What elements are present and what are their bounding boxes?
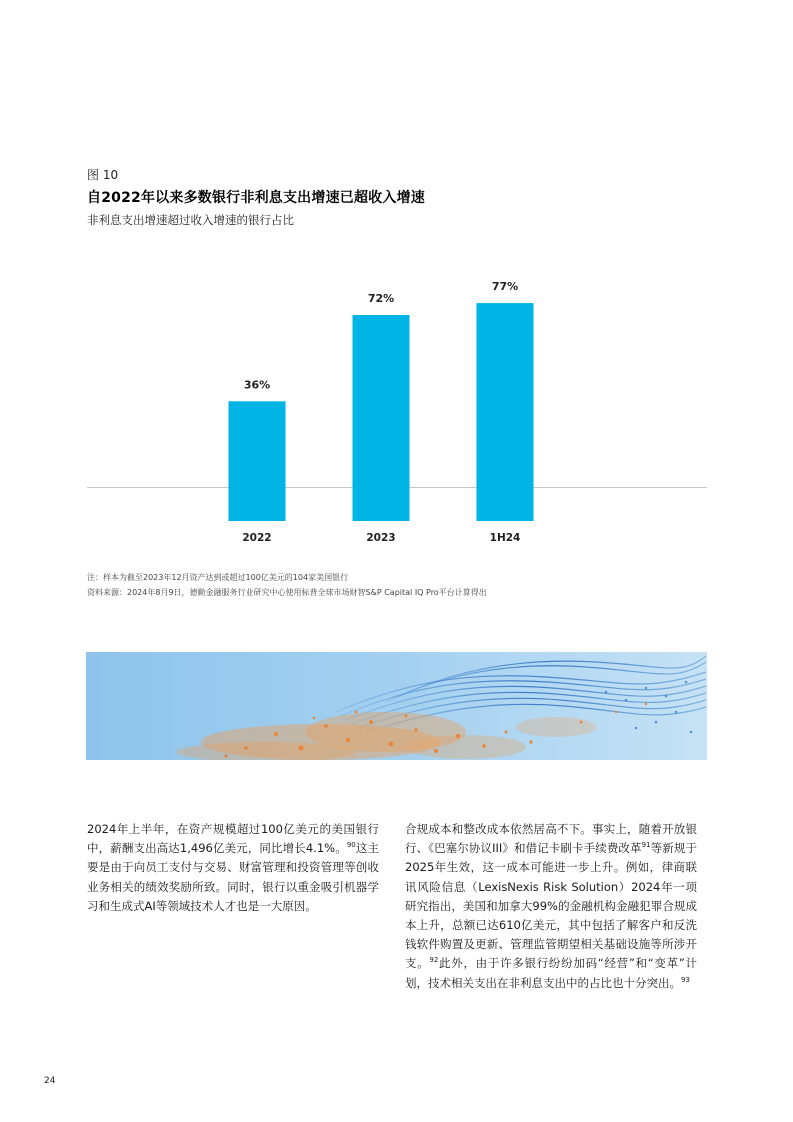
x-tick-label-2023: 2023 bbox=[366, 532, 396, 544]
paragraph-text: 合规成本和整改成本依然居高不下。事实上，随着开放银行、《巴塞尔协议III》和借记卡刷卡手续费改革 bbox=[405, 822, 697, 856]
paragraph-text: 2024年上半年，在资产规模超过100亿美元的美国银行中，薪酬支出高达1,496亿美元，同比增长4.1%。 bbox=[87, 822, 379, 856]
figure-notes bbox=[87, 570, 487, 600]
footnote-ref-92: 92 bbox=[429, 956, 439, 965]
x-tick-label-1h24: 1H24 bbox=[489, 532, 521, 544]
x-tick-label-2022: 2022 bbox=[242, 532, 272, 544]
footnote-ref-93: 93 bbox=[681, 975, 690, 984]
body-text-right-column bbox=[405, 820, 697, 993]
data-label-2022: 36% bbox=[243, 378, 271, 392]
footnote-ref-91: 91 bbox=[641, 841, 651, 850]
bar-chart bbox=[0, 0, 793, 560]
footnote-ref-90: 90 bbox=[346, 841, 356, 850]
figure-subtitle: 非利息支出增速超过收入增速的银行占比 bbox=[87, 213, 294, 227]
page-number: 24 bbox=[44, 1076, 56, 1086]
bar-1h24 bbox=[477, 303, 534, 521]
figure-note: 注：样本为截至2023年12月资产达到或超过100亿美元的104家美国银行 bbox=[87, 573, 349, 582]
paragraph-text: 等新规于2025年生效，这一成本可能进一步上升。例如，律商联讯风险信息（LexisNexis Risk Solution）2024年一项研究指出，美国和加拿大99%的金融机构金融犯罪合规成本上升，总额已达610亿美元，其中包括了解客户和反洗钱软件购置及更新、管理监管期望相关基础设施等所涉开支。 bbox=[405, 841, 697, 971]
data-label-1h24: 77% bbox=[491, 280, 519, 294]
data-label-2023: 72% bbox=[367, 292, 395, 306]
bar-2023 bbox=[353, 315, 410, 521]
figure-source: 资料来源：2024年8月9日，德勤金融服务行业研究中心使用标普全球市场财智S&P Capital IQ Pro平台计算得出 bbox=[87, 588, 487, 597]
figure-label: 图 10 bbox=[87, 168, 119, 182]
paragraph-text: 此外，由于许多银行纷纷加码“经营”和“变革”计划，技术相关支出在非利息支出中的占比也十分突出。 bbox=[405, 956, 697, 990]
bar-2022 bbox=[229, 401, 286, 521]
paragraph-text: 这主要是由于向员工支付与交易、财富管理和投资管理等创收业务相关的绩效奖励所致。同时，银行以重金吸引机器学习和生成式AI等领域技术人才也是一大原因。 bbox=[87, 841, 379, 913]
decorative-banner-image bbox=[86, 652, 707, 760]
figure-title: 自2022年以来多数银行非利息支出增速已超收入增速 bbox=[87, 190, 425, 206]
body-text-left-column bbox=[87, 820, 379, 916]
